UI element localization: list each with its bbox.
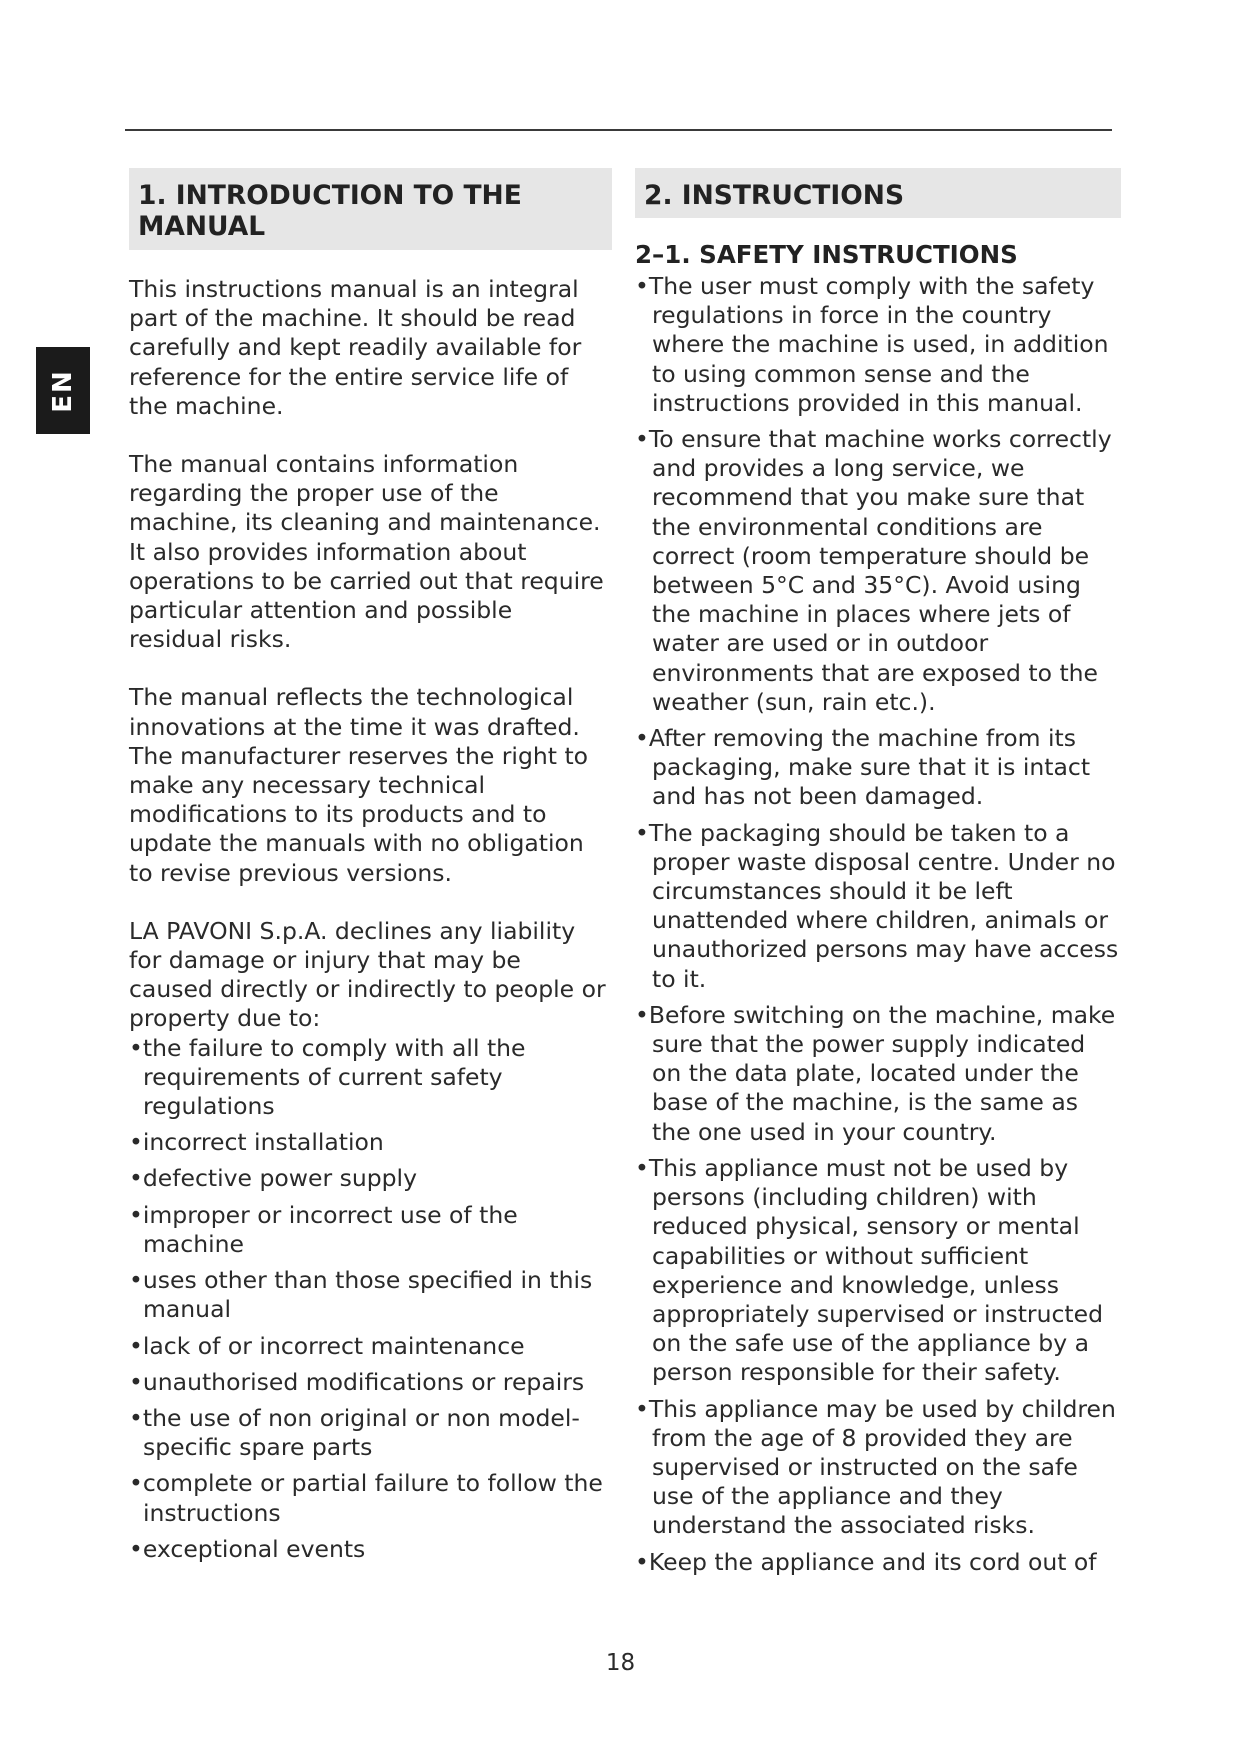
list-item: • defective power supply xyxy=(129,1164,612,1193)
page-number: 18 xyxy=(605,1650,636,1676)
intro-paragraph-1: This instructions manual is an integral part of the machine. It should be read carefully and kept readily available for reference for the entire service life of the machine. xyxy=(129,275,582,420)
list-item: • This appliance may be used by children from the age of 8 provided they are supervised or instructed on the safe use of the appliance and they understand the associated risks. xyxy=(635,1395,1121,1541)
list-item: • exceptional events xyxy=(129,1535,612,1564)
list-item: • Keep the appliance and its cord out of xyxy=(635,1548,1121,1577)
list-item: • After removing the machine from its packaging, make sure that it is intact and has not been damaged. xyxy=(635,724,1121,812)
left-column xyxy=(129,168,612,1571)
list-item: • lack of or incorrect maintenance xyxy=(129,1332,612,1361)
language-tab xyxy=(36,347,90,434)
list-item: • Before switching on the machine, make sure that the power supply indicated on the data plate, located under the base of the machine, is the same as the one used in your country. xyxy=(635,1001,1121,1147)
safety-list xyxy=(635,272,1121,1577)
header-rule xyxy=(125,129,1112,131)
intro-paragraph-4: LA PAVONI S.p.A. declines any liability for damage or injury that may be caused directly or indirectly to people or property due to: xyxy=(129,916,606,1033)
list-item: • improper or incorrect use of the machine xyxy=(129,1201,612,1259)
list-item: • the use of non original or non model-specific spare parts xyxy=(129,1404,612,1462)
list-item: • The user must comply with the safety regulations in force in the country where the machine is used, in addition to using common sense and the instructions provided in this manual. xyxy=(635,272,1121,418)
section-heading-introduction: 1. INTRODUCTION TO THE MANUAL xyxy=(129,168,612,250)
list-item: • complete or partial failure to follow the instructions xyxy=(129,1469,612,1527)
section-heading-instructions: 2. INSTRUCTIONS xyxy=(635,168,1121,218)
list-item: • uses other than those specified in this manual xyxy=(129,1266,612,1324)
list-item: • This appliance must not be used by persons (including children) with reduced physical, sensory or mental capabilities or without sufficient experience and knowledge, unless appropriately supervised or instructed on the safe use of the appliance by a person responsible for their safety. xyxy=(635,1154,1121,1388)
list-item: • incorrect installation xyxy=(129,1128,612,1157)
intro-paragraph-3: The manual reflects the technological innovations at the time it was drafted. The manufacturer reserves the right to make any necessary technical modifications to its products and to update the manuals with no obligation to revise previous versions. xyxy=(129,683,589,887)
language-tab-label: EN xyxy=(48,368,78,413)
right-column xyxy=(635,168,1121,1584)
list-item: • To ensure that machine works correctly and provides a long service, we recommend that you make sure that the environmental conditions are correct (room temperature should be between 5°C and 35°C). Avoid using the machine in places where jets of water are used or in outdoor environments that are exposed to the weather (sun, rain etc.). xyxy=(635,425,1121,717)
list-item: • the failure to comply with all the requirements of current safety regulations xyxy=(129,1034,612,1122)
intro-paragraph-2: The manual contains information regarding the proper use of the machine, its cleaning and maintenance. It also provides information about operations to be carried out that require particular attention and possible residual risks. xyxy=(129,450,604,654)
liability-list xyxy=(129,1034,612,1564)
subheading-safety-instructions: 2–1. SAFETY INSTRUCTIONS xyxy=(635,240,1018,269)
list-item: • unauthorised modifications or repairs xyxy=(129,1368,612,1397)
list-item: • The packaging should be taken to a proper waste disposal centre. Under no circumstances should it be left unattended where children, animals or unauthorized persons may have access to it. xyxy=(635,819,1121,994)
